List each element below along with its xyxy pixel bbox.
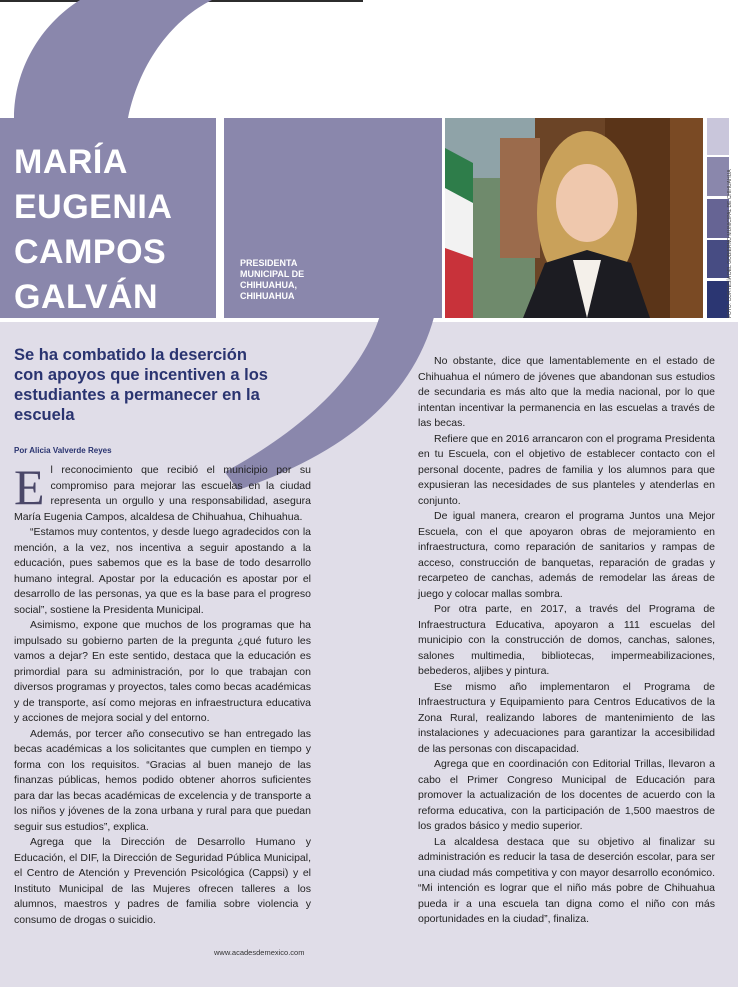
photo-credit: FOTO: CORTESÍA DEL GOBIERNO MUNICIPAL DE CHIHUAHUA <box>727 169 733 318</box>
drop-cap: E <box>14 459 45 515</box>
person-name-title: MARÍA EUGENIA CAMPOS GALVÁN <box>14 143 173 316</box>
article-column-right <box>418 354 715 928</box>
byline: Por Alicia Valverde Reyes <box>14 446 112 455</box>
article-paragraph: No obstante, dice que lamentablemente en el estado de Chihuahua el número de jóvenes que abandonan sus estudios de secundaria es más alto que la media nacional, por lo que intentan incentivar la permanencia en las escuelas a través de las becas. <box>418 355 715 429</box>
color-swatch-1 <box>707 118 729 155</box>
article-paragraph: Además, por tercer año consecutivo se han entregado las becas académicas a los solicitantes que cumplen en tiempo y forma con los requisitos. “Gracias al buen manejo de las finanzas públicas, hemos podido obtener ahorros suficientes para dar las becas académicas de excelencia y de transporte a los niños y jóvenes de la zona urbana y rural para que puedan seguir sus estudios”, explica. <box>14 727 311 833</box>
article-paragraph: Ese mismo año implementaron el Programa de Infraestructura y Equipamiento para Centros Educativos de la Zona Rural, realizando labores de mantenimiento de las instalaciones y adecuaciones para garantizar la accesibilidad de las personas con discapacidad. <box>418 680 715 755</box>
article-paragraph: Refiere que en 2016 arrancaron con el programa Presidenta en tu Escuela, con el objetivo de establecer contacto con el personal docente, padres de familia y los alumnos para que expusieran las necesidades de sus planteles y atenderlas en conjunto. <box>418 432 715 507</box>
article-paragraph: De igual manera, crearon el programa Juntos una Mejor Escuela, con el que apoyaron obras de mejoramiento en infraestructura, como reparación de sanitarios y rampas de acceso, construcción de banquetas, reparación de gradas y recarpeteo de canchas, además de remodelar las áreas de juego y colocar mallas sombra. <box>418 510 715 600</box>
article-paragraph: La alcaldesa destaca que su objetivo al finalizar su administración es reducir la tasa de deserción escolar, para ser una ciudad más competitiva y con mayor desarrollo económico. “Mi intención es lograr que el niño más pobre de Chihuahua pueda ir a una escuela tan digna como el niño con más oportunidades en la ciudad”, finaliza. <box>418 835 715 925</box>
article-paragraph: El reconocimiento que recibió el municipio por su compromiso para mejorar las escuelas en la ciudad representa un orgullo y una responsabilidad, asegura María Eugenia Campos, alcaldesa de Chihuahua, Chihuahua. <box>14 459 311 523</box>
article-paragraph: Agrega que en coordinación con Editorial Trillas, llevaron a cabo el Primer Congreso Municipal de Educación para promover la actualización de los docentes de acuerdo con la reforma educativa, con la participación de 1,500 maestros de los grados básico y medio superior. <box>418 758 715 832</box>
article-paragraph: Por otra parte, en 2017, a través del Programa de Infraestructura Educativa, apoyaron a 111 escuelas del municipio con la construcción de domos, canchas, salones, salones multimedia, bibliotecas, impermeabilizaciones, bebederos, aljibes y pintura. <box>418 603 715 677</box>
article-paragraph: Asimismo, expone que muchos de los programas que ha impulsado su gobierno parten de la pregunta ¿qué futuro les vamos a dejar? En este sentido, destaca que la educación es primordial para su administración, por lo que trabajan con diversos programas y proyectos, tales como becas académicas y de transporte, así como mejoras en infraestructura educativa y acciones de mejora social y del entorno. <box>14 619 311 724</box>
article-headline: Se ha combatido la deserción con apoyos que incentiven a los estudiantes a permanecer en la escuela <box>14 346 268 424</box>
article-column-left <box>14 459 311 928</box>
article-paragraph: Agrega que la Dirección de Desarrollo Humano y Educación, el DIF, la Dirección de Seguridad Pública Municipal, el Centro de Atención y Prevención Psicológica (Cappsi) y el Instituto Municipal de las Mujeres ofrecen talleres a los alumnos, maestros y padres de familia sobre violencia y consumo de drogas o suicidio. <box>14 836 311 926</box>
portrait-photo <box>445 118 703 318</box>
person-role: PRESIDENTA MUNICIPAL DE CHIHUAHUA, CHIHUAHUA <box>240 258 305 301</box>
article-paragraph: “Estamos muy contentos, y desde luego agradecidos con la mención, a la vez, nos incentiva a seguir apostando a la educación, pues sabemos que es la base de todo desarrollo humano integral. Apostar por la educación es apostar por el desarrollo de las personas, ya que es la base para el progreso social”, sostiene la Presidenta Municipal. <box>14 526 311 616</box>
footer-url: www.acadesdemexico.com <box>214 948 305 957</box>
